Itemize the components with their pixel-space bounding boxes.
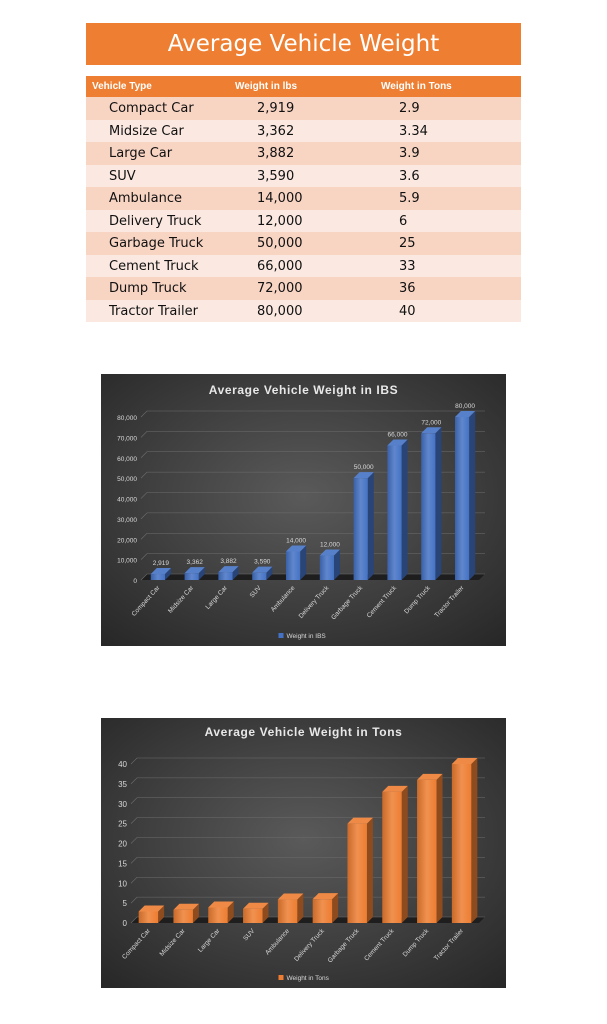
y-tick-label: 80,000 <box>117 415 137 422</box>
x-category-label: Cement Truck <box>363 927 396 963</box>
bar-compact-car <box>139 905 164 923</box>
cell-weight-tons: 6 <box>399 213 408 229</box>
y-tick-label: 40,000 <box>117 496 137 504</box>
y-tick-label: 15 <box>118 859 127 869</box>
cell-weight-tons: 3.34 <box>399 123 428 139</box>
cell-weight-lbs: 12,000 <box>257 213 303 229</box>
table-row <box>86 165 521 188</box>
bar-front <box>286 551 300 580</box>
bar-front <box>455 417 469 580</box>
cell-vehicle-type: SUV <box>109 168 136 184</box>
bar-cement-truck <box>382 786 407 923</box>
x-category-label: Ambulance <box>264 927 292 957</box>
cell-weight-lbs: 14,000 <box>257 191 303 206</box>
bar-side <box>437 774 443 923</box>
cell-weight-lbs: 3,362 <box>257 123 295 139</box>
x-category-label: Dump Truck <box>401 927 431 959</box>
cell-vehicle-type: Cement Truck <box>109 258 199 274</box>
cell-weight-lbs: 3,882 <box>257 146 295 161</box>
x-category-label: Compact Car <box>130 584 162 618</box>
x-category-label: Delivery Truck <box>297 584 331 620</box>
data-label: 50,000 <box>353 464 374 472</box>
y-tick-label: 5 <box>122 899 127 909</box>
bar-front <box>218 572 232 580</box>
y-tick-label: 10 <box>118 879 127 889</box>
x-category-label: Delivery Truck <box>293 927 326 963</box>
bar-ambulance <box>286 545 306 580</box>
bar-front <box>421 433 435 580</box>
table-row <box>86 277 521 300</box>
y-tick-label: 0 <box>122 919 127 928</box>
bar-side <box>402 786 408 923</box>
cell-weight-tons: 5.9 <box>399 191 420 206</box>
chart-legend <box>279 633 327 640</box>
bar-large-car <box>208 901 233 923</box>
bar-garbage-truck <box>347 818 372 923</box>
x-category-label: Tractor Trailer <box>432 927 466 963</box>
bar-tractor-trailer <box>455 411 475 580</box>
x-category-label: Compact Car <box>121 927 152 961</box>
table-row <box>86 142 521 165</box>
bar-side <box>471 758 477 923</box>
cell-weight-tons: 40 <box>399 303 416 319</box>
legend-swatch <box>279 633 284 638</box>
cell-vehicle-type: Tractor Trailer <box>109 303 198 319</box>
cell-vehicle-type: Midsize Car <box>109 123 184 139</box>
data-label: 72,000 <box>421 419 442 427</box>
bar-front <box>313 899 332 923</box>
y-tick-label: 25 <box>118 819 127 829</box>
bar-front <box>185 573 199 580</box>
bar-front <box>452 764 471 923</box>
table-header-row <box>86 76 521 97</box>
data-label: 12,000 <box>319 541 340 549</box>
table-row <box>86 120 521 143</box>
table-row <box>86 97 521 120</box>
chart-legend <box>279 975 330 982</box>
x-category-label: Garbage Truck <box>330 584 365 622</box>
x-category-label: SUV <box>242 927 257 943</box>
cell-weight-tons: 3.6 <box>399 168 420 184</box>
chart-weight-lbs <box>101 374 506 646</box>
bar-front <box>278 900 297 923</box>
data-label: 3,362 <box>186 559 203 567</box>
chart-weight-lbs-svg <box>101 374 506 646</box>
y-tick-label: 20 <box>118 839 127 849</box>
legend-swatch <box>279 975 284 980</box>
bar-side <box>469 411 475 580</box>
cell-weight-lbs: 50,000 <box>257 236 303 251</box>
cell-weight-tons: 3.9 <box>399 146 420 161</box>
data-label: 80,000 <box>455 403 476 410</box>
bar-midsize-car <box>173 904 198 923</box>
x-category-label: Dump Truck <box>403 584 432 616</box>
legend-label: Weight in Tons <box>286 975 329 982</box>
cell-vehicle-type: Delivery Truck <box>109 213 202 229</box>
table-title: Average Vehicle Weight <box>86 23 521 65</box>
table-body <box>86 97 521 322</box>
data-label: 66,000 <box>387 431 408 439</box>
bar-front <box>243 909 262 923</box>
bar-side <box>300 545 306 580</box>
bar-tractor-trailer <box>452 758 477 923</box>
y-tick-label: 35 <box>118 779 127 789</box>
x-category-label: Garbage Truck <box>326 927 361 965</box>
y-tick-label: 10,000 <box>117 557 137 565</box>
bar-front <box>208 907 227 923</box>
table-row <box>86 255 521 278</box>
bar-dump-truck <box>417 774 442 923</box>
y-tick-label: 20,000 <box>117 537 137 545</box>
bar-side <box>402 440 408 580</box>
cell-vehicle-type: Large Car <box>109 146 173 161</box>
header-weight-tons: Weight in Tons <box>381 81 452 92</box>
bar-front <box>417 780 436 923</box>
x-category-label: Large Car <box>196 927 222 954</box>
x-category-label: Ambulance <box>269 584 297 614</box>
y-tick-label: 30,000 <box>117 516 137 524</box>
cell-weight-lbs: 72,000 <box>257 281 303 296</box>
y-tick-label: 70,000 <box>117 435 137 443</box>
legend-label: Weight in IBS <box>286 633 326 640</box>
bar-front <box>252 573 266 580</box>
bar-front <box>320 556 334 580</box>
bar-front <box>354 478 368 580</box>
cell-vehicle-type: Dump Truck <box>109 281 187 296</box>
bar-side <box>435 427 441 580</box>
chart-title: Average Vehicle Weight in IBS <box>208 383 399 397</box>
bar-front <box>139 911 158 923</box>
header-weight-lbs: Weight in lbs <box>235 81 298 92</box>
bar-delivery-truck <box>320 550 340 580</box>
bar-dump-truck <box>421 427 441 580</box>
bar-front <box>382 792 401 923</box>
cell-weight-lbs: 2,919 <box>257 101 295 116</box>
data-label: 3,882 <box>220 558 237 566</box>
cell-weight-tons: 33 <box>399 258 416 274</box>
bar-front <box>347 824 366 923</box>
data-label: 14,000 <box>286 537 307 545</box>
data-label: 3,590 <box>254 558 271 566</box>
cell-weight-lbs: 80,000 <box>257 303 303 319</box>
table-row <box>86 187 521 210</box>
bar-side <box>368 472 374 580</box>
bar-front <box>387 446 401 580</box>
bar-ambulance <box>278 894 303 923</box>
cell-weight-lbs: 66,000 <box>257 258 303 274</box>
x-category-label: Cement Truck <box>365 584 398 620</box>
cell-vehicle-type: Compact Car <box>109 101 194 116</box>
cell-weight-lbs: 3,590 <box>257 168 295 184</box>
x-category-label: Tractor Trailer <box>433 584 466 620</box>
cell-vehicle-type: Ambulance <box>109 191 183 206</box>
x-category-label: Midsize Car <box>158 927 187 958</box>
cell-vehicle-type: Garbage Truck <box>109 236 204 251</box>
bar-delivery-truck <box>313 893 338 923</box>
x-category-label: SUV <box>248 584 263 600</box>
bar-garbage-truck <box>354 472 374 580</box>
bar-front <box>151 574 165 580</box>
y-tick-label: 0 <box>133 578 137 585</box>
table-row <box>86 232 521 255</box>
x-category-label: Large Car <box>204 584 229 611</box>
x-category-label: Midsize Car <box>167 584 196 615</box>
header-vehicle-type: Vehicle Type <box>92 81 152 92</box>
y-tick-label: 60,000 <box>117 455 137 463</box>
chart-weight-tons-svg <box>101 718 506 988</box>
cell-weight-tons: 2.9 <box>399 101 420 116</box>
y-tick-label: 50,000 <box>117 476 137 484</box>
y-tick-label: 40 <box>118 760 127 769</box>
data-label: 2,919 <box>152 560 170 568</box>
cell-weight-tons: 36 <box>399 281 416 296</box>
chart-title: Average Vehicle Weight in Tons <box>204 725 403 739</box>
vehicle-weight-table <box>86 76 521 322</box>
table-row <box>86 210 521 233</box>
bar-suv <box>243 903 268 923</box>
chart-weight-tons <box>101 718 506 988</box>
bar-cement-truck <box>387 440 407 580</box>
cell-weight-tons: 25 <box>399 236 416 251</box>
y-tick-label: 30 <box>118 799 127 809</box>
table-row <box>86 300 521 323</box>
bar-side <box>367 818 373 923</box>
bar-front <box>173 910 192 923</box>
